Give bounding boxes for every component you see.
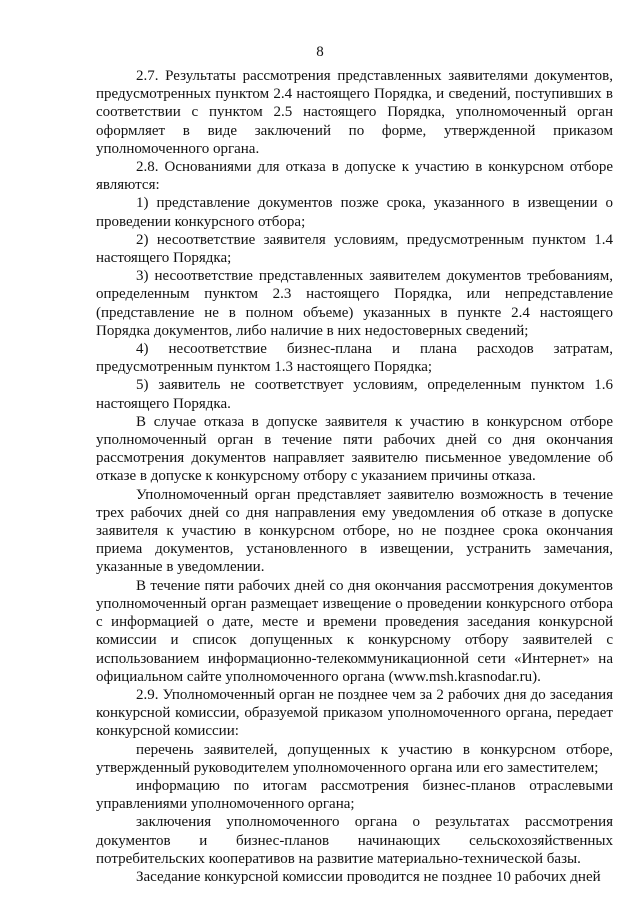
list-item-1: 1) представление документов позже срока, указанного в извещении о проведении конкурсного отбора; [96,195,613,230]
list-item-3: 3) несоответствие представленных заявителем документов требованиям, определенным пунктом 2.3 настоящего Порядка, или непредставление (представление не в полном объеме) указанных в пункте 2.4 настоящего Порядка документов, либо наличие в них недостоверных сведений; [96,268,613,339]
list-item-conclusions: заключения уполномоченного органа о результатах рассмотрения документов и бизнес-планов начинающих сельскохозяйственных потребительских кооперативов на развитие материально-технической базы. [96,814,613,867]
paragraph-2-8: 2.8. Основаниями для отказа в допуске к участию в конкурсном отборе являются: [96,159,613,194]
paragraph-refusal-notice: В случае отказа в допуске заявителя к участию в конкурсном отборе уполномоченный орган в течение пяти рабочих дней со дня окончания рассмотрения документов направляет заявителю письменное уведомление об отказе в допуске к конкурсному отбору с указанием причины отказа. [96,413,613,485]
list-item-business-plan-info: информацию по итогам рассмотрения бизнес-планов отраслевыми управлениями уполномоченного органа; [96,777,613,813]
paragraph-publication-notice: В течение пяти рабочих дней со дня окончания рассмотрения документов уполномоченный орган размещает извещение о проведении конкурсного отбора с информацией о дате, месте и времени проведения заседания конкурсной комиссии и список допущенных к конкурсному отбору заявителей с использованием информационно-телекоммуникационной сети «Интернет» на официальном сайте уполномоченного органа (www.msh.krasnodar.ru). [96,577,613,685]
list-item-4: 4) несоответствие бизнес-плана и плана расходов затратам, предусмотренным пунктом 1.3 настоящего Порядка; [96,341,613,376]
list-item-applicants-list: перечень заявителей, допущенных к участию в конкурсном отборе, утвержденный руководителем уполномоченного органа или его заместителем; [96,741,613,776]
list-item-2: 2) несоответствие заявителя условиям, предусмотренным пунктом 1.4 настоящего Порядка; [96,231,613,267]
paragraph-commission-meeting: Заседание конкурсной комиссии проводится не позднее 10 рабочих дней [136,868,601,885]
list-item-5: 5) заявитель не соответствует условиям, определенным пунктом 1.6 настоящего Порядка. [96,377,613,412]
paragraph-2-9: 2.9. Уполномоченный орган не позднее чем за 2 рабочих дня до заседания конкурсной комиссии, образуемой приказом уполномоченного органа, передает конкурсной комиссии: [96,686,613,740]
paragraph-2-7: 2.7. Результаты рассмотрения представленных заявителями документов, предусмотренных пунктом 2.4 настоящего Порядка, и сведений, поступивших в соответствии с пунктом 2.5 настоящего Порядка, уполномоченный орган оформляет в виде заключений по форме, утвержденной приказом уполномоченного органа. [96,68,613,157]
document-body [96,67,613,886]
page-number: 8 [316,44,324,60]
paragraph-correction-opportunity: Уполномоченный орган представляет заявителю возможность в течение трех рабочих дней со дня направления ему уведомления об отказе в допуске заявителя к участию в конкурсном отборе, но не позднее срока окончания приема документов, установленного в извещении, устранить замечания, указанные в уведомлении. [96,486,613,576]
